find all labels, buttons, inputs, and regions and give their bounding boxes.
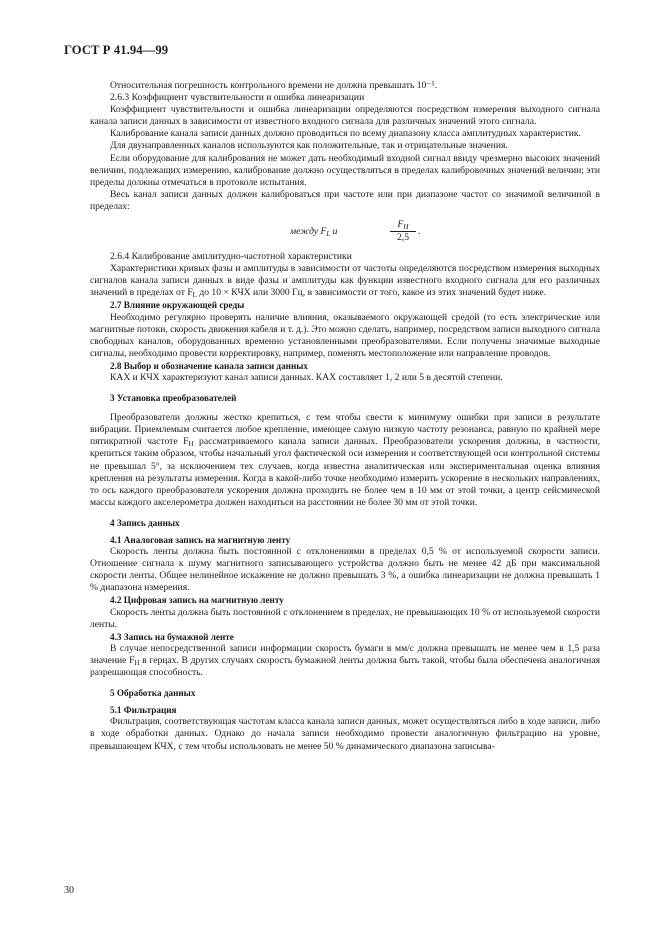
section-2-6-3-title: 2.6.3 Коэффициент чувствительности и ошибка линеаризации [110,92,365,104]
section-5-1-title: 5.1 Фильтрация [110,705,177,716]
paragraph-bidirectional: Для двунаправленных каналов используются как положительные, так и отрицательные значения. [110,140,508,152]
section-4-1-title: 4.1 Аналоговая запись на магнитную ленту [110,535,291,545]
formula-end: . [418,226,421,238]
paragraph-analog-tape: Скорость ленты должна быть постоянной с отклонениями в пределах 0,5 % от используемой скорости записи. Отношение сигнала к шуму магнитного записывающего устройства должно быть не менее 42 дБ при максимальной скорости ленты. Общее нелинейное искажение не должно превышать 3 %, а ошибка линеаризации не должна превышать 1 % диапазона измерения. [90,546,600,594]
section-2-8-title: 2.8 Выбор и обозначение канала записи данных [110,360,309,371]
paragraph-digital-tape: Скорость ленты должна быть постоянной с отклонением в пределах, не превышающих 10 % от используемой скорости ленты. [90,606,600,630]
section-4-2-title: 4.2 Цифровая запись на магнитную ленту [110,595,284,606]
paragraph-calibration-range: Калибрование канала записи данных должно проводиться по всему диапазону класса амплитудных характеристик. [110,128,581,140]
paragraph-calibration-frequency: Весь канал записи данных должен калиброваться при частоте или при диапазоне частот со значимой величиной в пределах: [90,188,600,212]
paragraph-frequency-response: Характеристики кривых фазы и амплитуды в зависимости от частоты определяются посредством измерения выходных сигналов канала записи данных в виде фазы и амплитуды как функции известного входного сигнала для его различных значений в пределах от $F_L$ до 10 × КЧХ или 3000 Гц, в зависимости от того, какое из этих значений будет ниже. [90,263,600,300]
section-4-3-title: 4.3 Запись на бумажной ленте [110,631,234,642]
section-2-6-4-title: 2.6.4 Калибрование амплитудно-частотной характеристики [110,251,352,263]
page-number: 30 [64,885,74,896]
paragraph-transducers: Преобразователи должны жестко крепиться, с тем чтобы свести к минимуму ошибки при записи в результате вибрации. Приемлемым считается любое крепление, имеющее самую низкую частоту резонанса, равную по крайней мере пятикратной частоте $F_H$ рассматриваемого канала записи данных. Преобразователи ускорения должны, в частности, крепиться таким образом, чтобы начальный угол фактической оси измерения и соответствующей оси контрольной системы не превышал 5°, за исключением тех случаев, когда известна аналитическая или экспериментальная оценка влияния крепления на результаты измерения. Когда в какой-либо точке необходимо измерить ускорение в нескольких направлениях, то ось каждого преобразователя ускорения должна проходить не более чем в 10 мм от этой точки, а центр сейсмической массы каждого акселерометра должен находиться на расстоянии не более 30 мм от этой точки. [90,412,601,508]
formula-fraction [390,219,416,244]
section-4-title: 4 Запись данных [110,517,180,528]
section-5-title: 5 Обработка данных [110,688,196,699]
formula-left-sub: L [326,230,331,239]
paragraph-time-error: Относительная погрешность контрольного времени не должна превышать 10⁻⁵. [110,80,438,91]
paragraph-environment: Необходимо регулярно проверять наличие влияния, оказываемого окружающей средой (то есть электрические или магнитные потоки, скорость движения кабеля и т. д.). Это можно сделать, например, посредством записи выходного сигнала свободных каналов, оборудованных временно установленными преобразователями. Если получены значимые выходные сигналы, необходимо провести корректировку, например, поменять местоположение или направление проводов. [90,311,600,359]
formula-denominator: 2,5 [397,232,409,244]
paragraph-calibration-equipment: Если оборудование для калибрования не может дать необходимый входной сигнал ввиду чрезмерно высоких значений величин, подлежащих измерению, калибрование должно осуществляться в пределах калибровочных значений величин; эти пределы должны отмечаться в протоколе испытания. [90,152,600,188]
section-2-7-title: 2.7 Влияние окружающей среды [110,300,245,311]
section-3-title: 3 Установка преобразователей [110,393,237,404]
paragraph-filtering: Фильтрация, соответствующая частотам класса канала записи данных, может осуществляться либо в ходе записи, либо в ходе обработки данных. Однако до начала записи необходимо провести аналогичную фильтрацию на уровне, превышающем КЧХ, с тем чтобы использовать не менее 50 % динамического диапазона записыва- [90,716,600,752]
page-content [90,80,600,753]
formula-numerator: F [397,219,404,231]
paragraph-channel-selection: КАХ и КЧХ характеризуют канал записи данных. КАХ составляет 1, 2 или 5 в десятой степени. [110,371,503,383]
page-header: ГОСТ Р 41.94—99 [64,43,169,57]
frequency-formula [90,219,600,245]
paragraph-paper-tape: В случае непосредственной записи информации скорость бумаги в мм/с должна превышать не менее чем в 1,5 раза значение $F_H$ в герцах. В других случаях скорость бумажной ленты должна быть такой, чтобы была обеспечена аналогичная разрешающая способность. [90,642,600,679]
formula-numerator-sub: H [403,223,409,232]
formula-mid: и [330,226,338,238]
formula-left: между F [290,226,327,238]
paragraph-sensitivity: Коэффициент чувствительности и ошибка линеаризации определяются посредством измерения выходного сигнала канала записи данных в зависимости от известного входного сигнала для различных значений этого сигнала. [90,104,600,128]
